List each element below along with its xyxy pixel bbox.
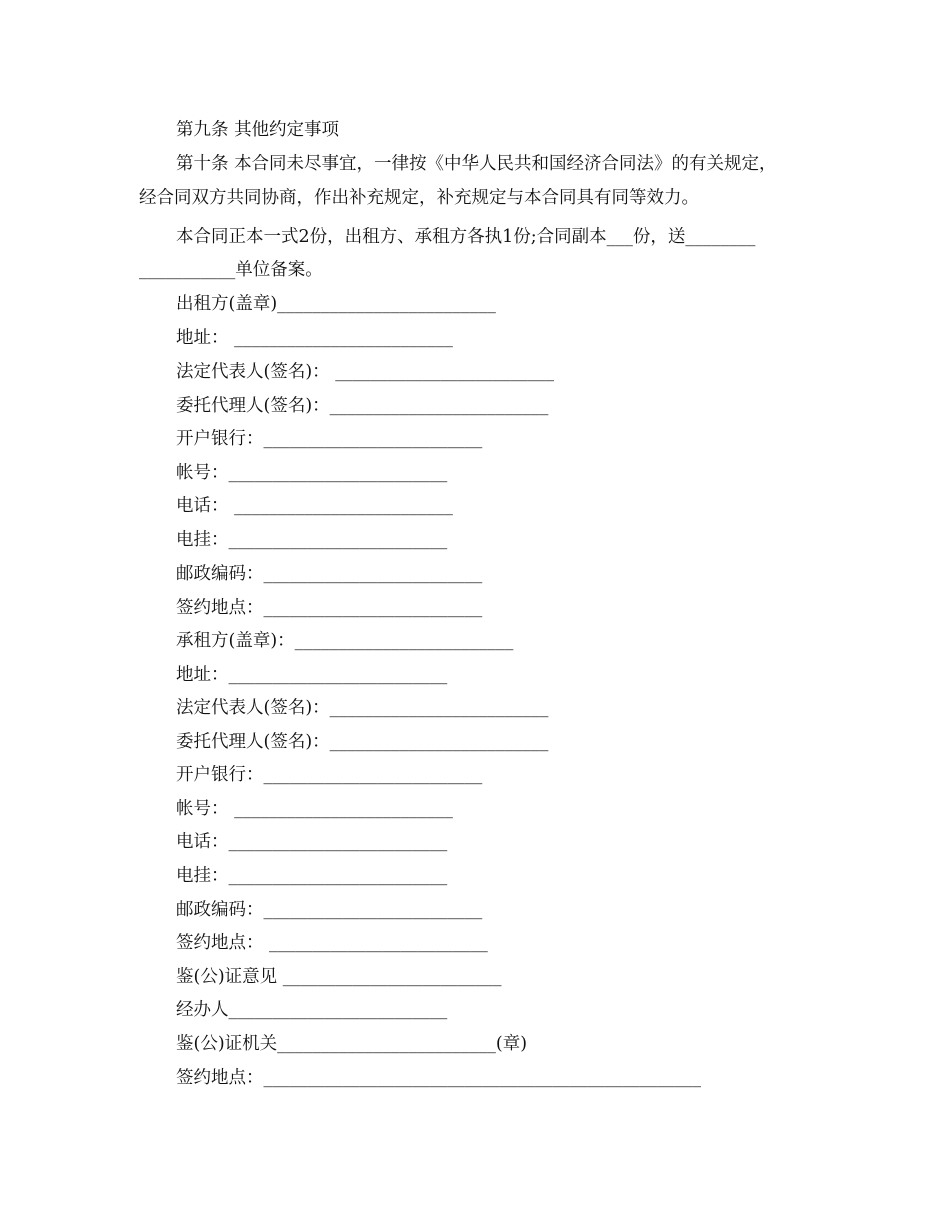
handler-field: 经办人_________________________ xyxy=(176,1000,448,1020)
lessor-seal-field: 出租方(盖章)_________________________ xyxy=(176,294,496,314)
notary-opinion-field: 鉴(公)证意见 _________________________ xyxy=(176,967,502,987)
article-9-heading: 第九条 其他约定事项 xyxy=(176,120,340,140)
lessor-legal-rep-field: 法定代表人(签名)： _________________________ xyxy=(176,362,554,382)
final-signing-place-field: 签约地点：__________________________________________________ xyxy=(176,1068,701,1088)
lessee-phone-field: 电话：_________________________ xyxy=(176,832,448,852)
lessee-signing-place-field: 签约地点： _________________________ xyxy=(176,933,488,953)
lessor-account-field: 帐号：_________________________ xyxy=(176,463,448,483)
lessor-signing-place-field: 签约地点：_________________________ xyxy=(176,598,483,618)
article-10-text-cont: 经合同双方共同协商，作出补充规定，补充规定与本合同具有同等效力。 xyxy=(139,188,699,208)
lessee-account-field: 帐号： _________________________ xyxy=(176,799,453,819)
lessee-address-field: 地址：_________________________ xyxy=(176,665,448,685)
lessor-telegraph-field: 电挂：_________________________ xyxy=(176,530,448,550)
copies-clause-cont: ___________单位备案。 xyxy=(139,260,323,280)
lessor-bank-field: 开户银行：_________________________ xyxy=(176,429,483,449)
lessor-address-field: 地址： _________________________ xyxy=(176,328,453,348)
lessee-bank-field: 开户银行：_________________________ xyxy=(176,765,483,785)
lessee-seal-field: 承租方(盖章)：_________________________ xyxy=(176,631,514,651)
notary-office-field: 鉴(公)证机关_________________________(章) xyxy=(176,1034,528,1054)
lessee-postcode-field: 邮政编码：_________________________ xyxy=(176,900,483,920)
lessee-agent-field: 委托代理人(签名)：_________________________ xyxy=(176,732,549,752)
article-10-text: 第十条 本合同未尽事宜，一律按《中华人民共和国经济合同法》的有关规定， xyxy=(176,154,777,174)
lessee-telegraph-field: 电挂：_________________________ xyxy=(176,866,448,886)
lessor-postcode-field: 邮政编码：_________________________ xyxy=(176,564,483,584)
copies-clause: 本合同正本一式2份，出租方、承租方各执1份;合同副本___份，送________ xyxy=(176,227,756,247)
lessor-phone-field: 电话： _________________________ xyxy=(176,496,453,516)
lessor-agent-field: 委托代理人(签名)：_________________________ xyxy=(176,396,549,416)
lessee-legal-rep-field: 法定代表人(签名)：_________________________ xyxy=(176,698,549,718)
